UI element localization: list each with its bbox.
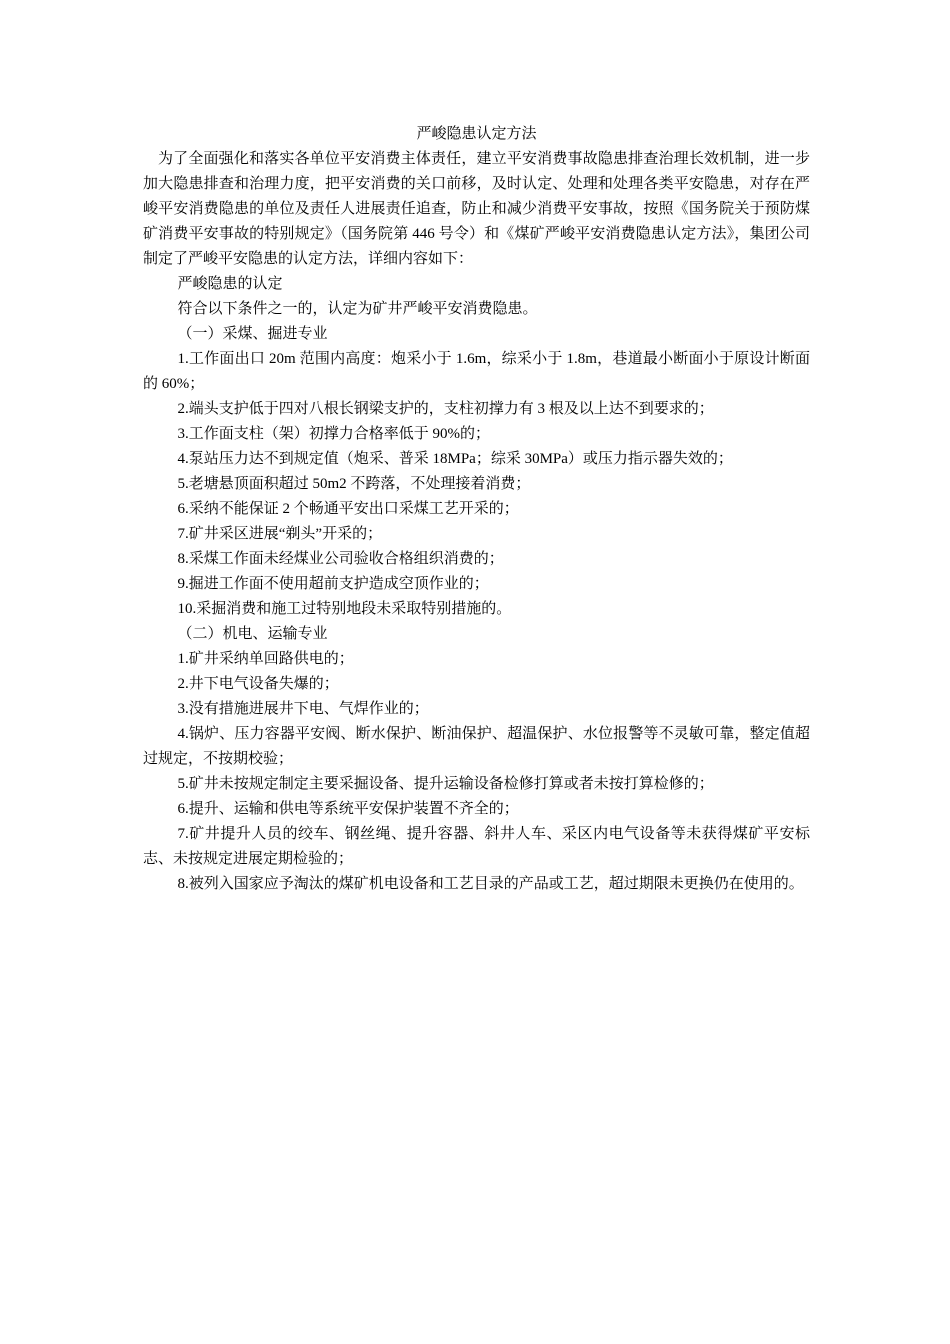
list-item: 2.井下电气设备失爆的； [177, 676, 339, 692]
list-item: 9.掘进工作面不使用超前支护造成空顶作业的； [177, 576, 489, 592]
section-title: （一）采煤、掘进专业 [177, 326, 328, 342]
list-item: 8.被列入国家应予淘汰的煤矿机电设备和工艺目录的产品或工艺，超过期限未更换仍在使用的。 [177, 876, 804, 892]
list-item: 3.没有措施进展井下电、气焊作业的； [177, 701, 429, 717]
list-item: 6.采纳不能保证 2 个畅通平安出口采煤工艺开采的； [177, 501, 519, 517]
list-item: 8.采煤工作面未经煤业公司验收合格组织消费的； [177, 551, 504, 567]
list-item: 10.采掘消费和施工过特别地段未采取特别措施的。 [177, 601, 512, 617]
list-item: 7.矿井采区进展“剃头”开采的； [177, 526, 383, 542]
list-item: 7.矿井提升人员的绞车、钢丝绳、提升容器、斜井人车、采区内电气设备等未获得煤矿平安标志、未按规定进展定期检验的； [143, 826, 810, 867]
document-page [143, 122, 810, 897]
section-heading: 严峻隐患的认定 [177, 276, 283, 292]
intro-paragraph: 为了全面强化和落实各单位平安消费主体责任，建立平安消费事故隐患排查治理长效机制，进一步加大隐患排查和治理力度，把平安消费的关口前移，及时认定、处理和处理各类平安隐患，对存在严峻平安消费隐患的单位及责任人进展责任追查，防止和减少消费平安事故，按照《国务院关于预防煤矿消费平安事故的特别规定》（国务院第 446 号令）和《煤矿严峻平安消费隐患认定方法》，集团公司制定了严峻平安隐患的认定方法，详细内容如下： [143, 151, 810, 267]
section-title: （二）机电、运输专业 [177, 626, 328, 642]
list-item: 2.端头支护低于四对八根长钢梁支护的，支柱初撑力有 3 根及以上达不到要求的； [177, 401, 714, 417]
document-title: 严峻隐患认定方法 [416, 126, 537, 142]
condition-paragraph: 符合以下条件之一的，认定为矿井严峻平安消费隐患。 [177, 301, 538, 317]
list-item: 5.老塘悬顶面积超过 50m2 不跨落，不处理接着消费； [177, 476, 531, 492]
list-item: 4.泵站压力达不到规定值（炮采、普采 18MPa；综采 30MPa）或压力指示器失效的； [177, 451, 733, 467]
list-item: 6.提升、运输和供电等系统平安保护装置不齐全的； [177, 801, 519, 817]
list-item: 1.矿井采纳单回路供电的； [177, 651, 354, 667]
section-electromechanical [143, 622, 810, 897]
list-item: 4.锅炉、压力容器平安阀、断水保护、断油保护、超温保护、水位报警等不灵敏可靠，整定值超过规定，不按期校验； [143, 726, 810, 767]
list-item: 1.工作面出口 20m 范围内高度：炮采小于 1.6m，综采小于 1.8m，巷道最小断面小于原设计断面的 60%； [143, 351, 810, 392]
list-item: 5.矿井未按规定制定主要采掘设备、提升运输设备检修打算或者未按打算检修的； [177, 776, 714, 792]
section-mining [143, 322, 810, 622]
list-item: 3.工作面支柱（架）初撑力合格率低于 90%的； [177, 426, 490, 442]
